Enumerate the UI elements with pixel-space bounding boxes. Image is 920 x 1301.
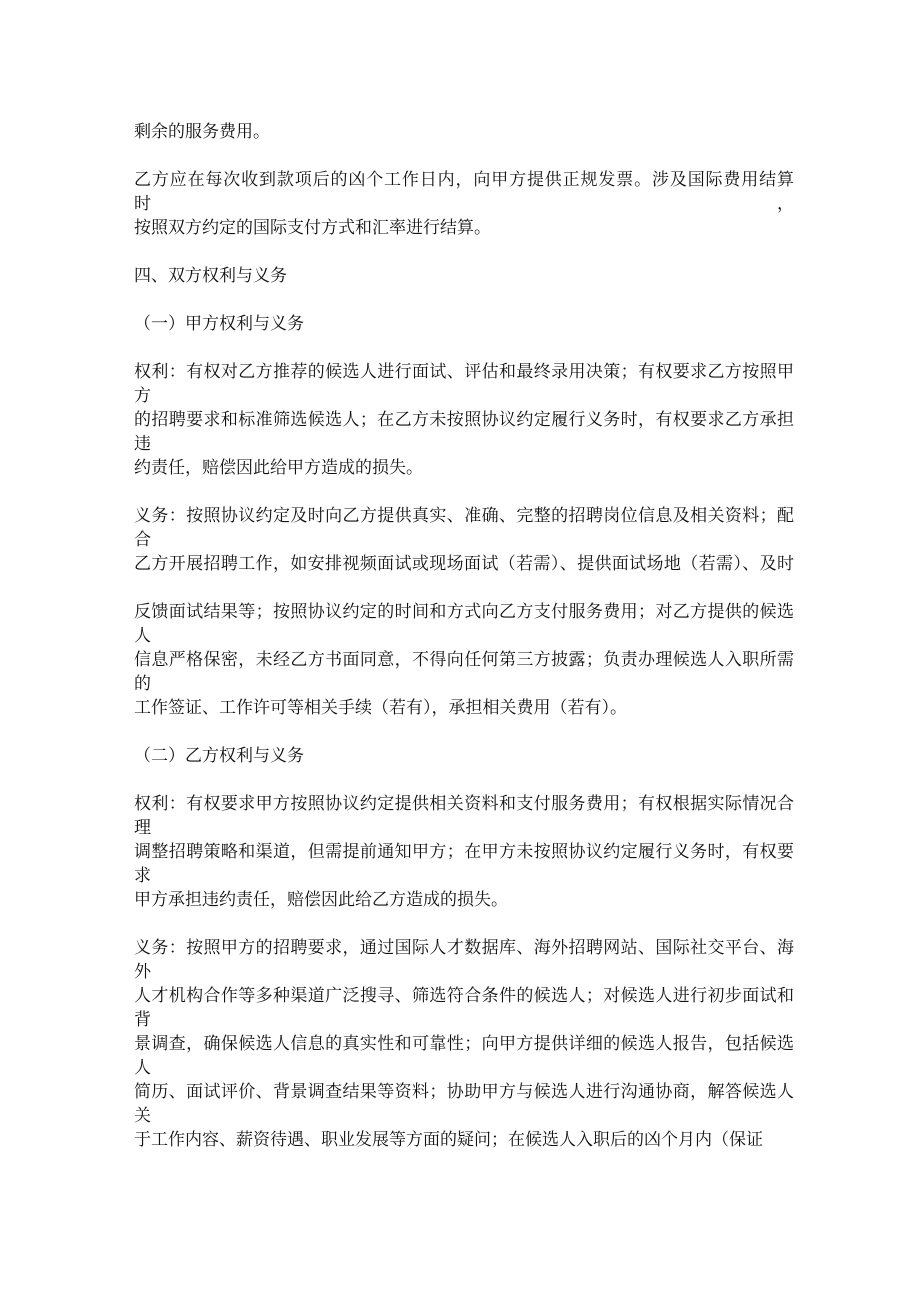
party-b-obligations-line-5: 于工作内容、薪资待遇、职业发展等方面的疑问；在候选人入职后的凶个月内（保证 — [134, 1130, 763, 1150]
party-b-rights-line-1: 权利：有权要求甲方按照协议约定提供相关资料和支付服务费用；有权根据实际情况合理 — [134, 794, 794, 838]
section-heading-rights-obligations: 四、双方权利与义务 — [134, 266, 287, 286]
party-b-rights-line-2: 调整招聘策略和渠道，但需提前通知甲方；在甲方未按照协议约定履行义务时，有权要求 — [134, 842, 794, 886]
party-a-obligations-line-2: 乙方开展招聘工作，如安排视频面试或现场面试（若需）、提供面试场地（若需）、及时 — [134, 554, 794, 574]
party-a-rights-line-1: 权利：有权对乙方推荐的候选人进行面试、评估和最终录用决策；有权要求乙方按照甲方 — [134, 362, 794, 406]
party-a-rights-line-3: 约责任，赔偿因此给甲方造成的损失。 — [134, 458, 423, 478]
party-b-obligations-line-3: 景调查，确保候选人信息的真实性和可靠性；向甲方提供详细的候选人报告，包括候选人 — [134, 1034, 794, 1078]
party-a-obligations-line-5: 工作签证、工作许可等相关手续（若有），承担相关费用（若有）。 — [134, 698, 627, 718]
party-b-obligations-line-1: 义务：按照甲方的招聘要求，通过国际人才数据库、海外招聘网站、国际社交平台、海外 — [134, 938, 794, 982]
party-a-obligations-line-4: 信息严格保密，未经乙方书面同意，不得向任何第三方披露；负责办理候选人入职所需的 — [134, 650, 794, 694]
party-a-rights-line-2: 的招聘要求和标准筛选候选人；在乙方未按照协议约定履行义务时，有权要求乙方承担违 — [134, 410, 794, 454]
party-b-rights-line-3: 甲方承担违约责任，赔偿因此给乙方造成的损失。 — [134, 890, 508, 910]
party-b-obligations-line-2: 人才机构合作等多种渠道广泛搜寻、筛选符合条件的候选人；对候选人进行初步面试和背 — [134, 986, 794, 1030]
paragraph-line-invoice-2: 按照双方约定的国际支付方式和汇率进行结算。 — [134, 218, 491, 238]
party-a-obligations-line-1: 义务：按照协议约定及时向乙方提供真实、准确、完整的招聘岗位信息及相关资料；配合 — [134, 506, 794, 550]
subsection-heading-party-a: （一）甲方权利与义务 — [134, 314, 304, 334]
paragraph-line-invoice-1: 乙方应在每次收到款项后的凶个工作日内，向甲方提供正规发票。涉及国际费用结算时， — [134, 170, 794, 214]
party-a-obligations-line-3: 反馈面试结果等；按照协议约定的时间和方式向乙方支付服务费用；对乙方提供的候选人 — [134, 602, 794, 646]
paragraph-line-remaining-fee: 剩余的服务费用。 — [134, 122, 270, 142]
subsection-heading-party-b: （二）乙方权利与义务 — [134, 746, 304, 766]
party-b-obligations-line-4: 简历、面试评价、背景调查结果等资料；协助甲方与候选人进行沟通协商，解答候选人关 — [134, 1082, 794, 1126]
